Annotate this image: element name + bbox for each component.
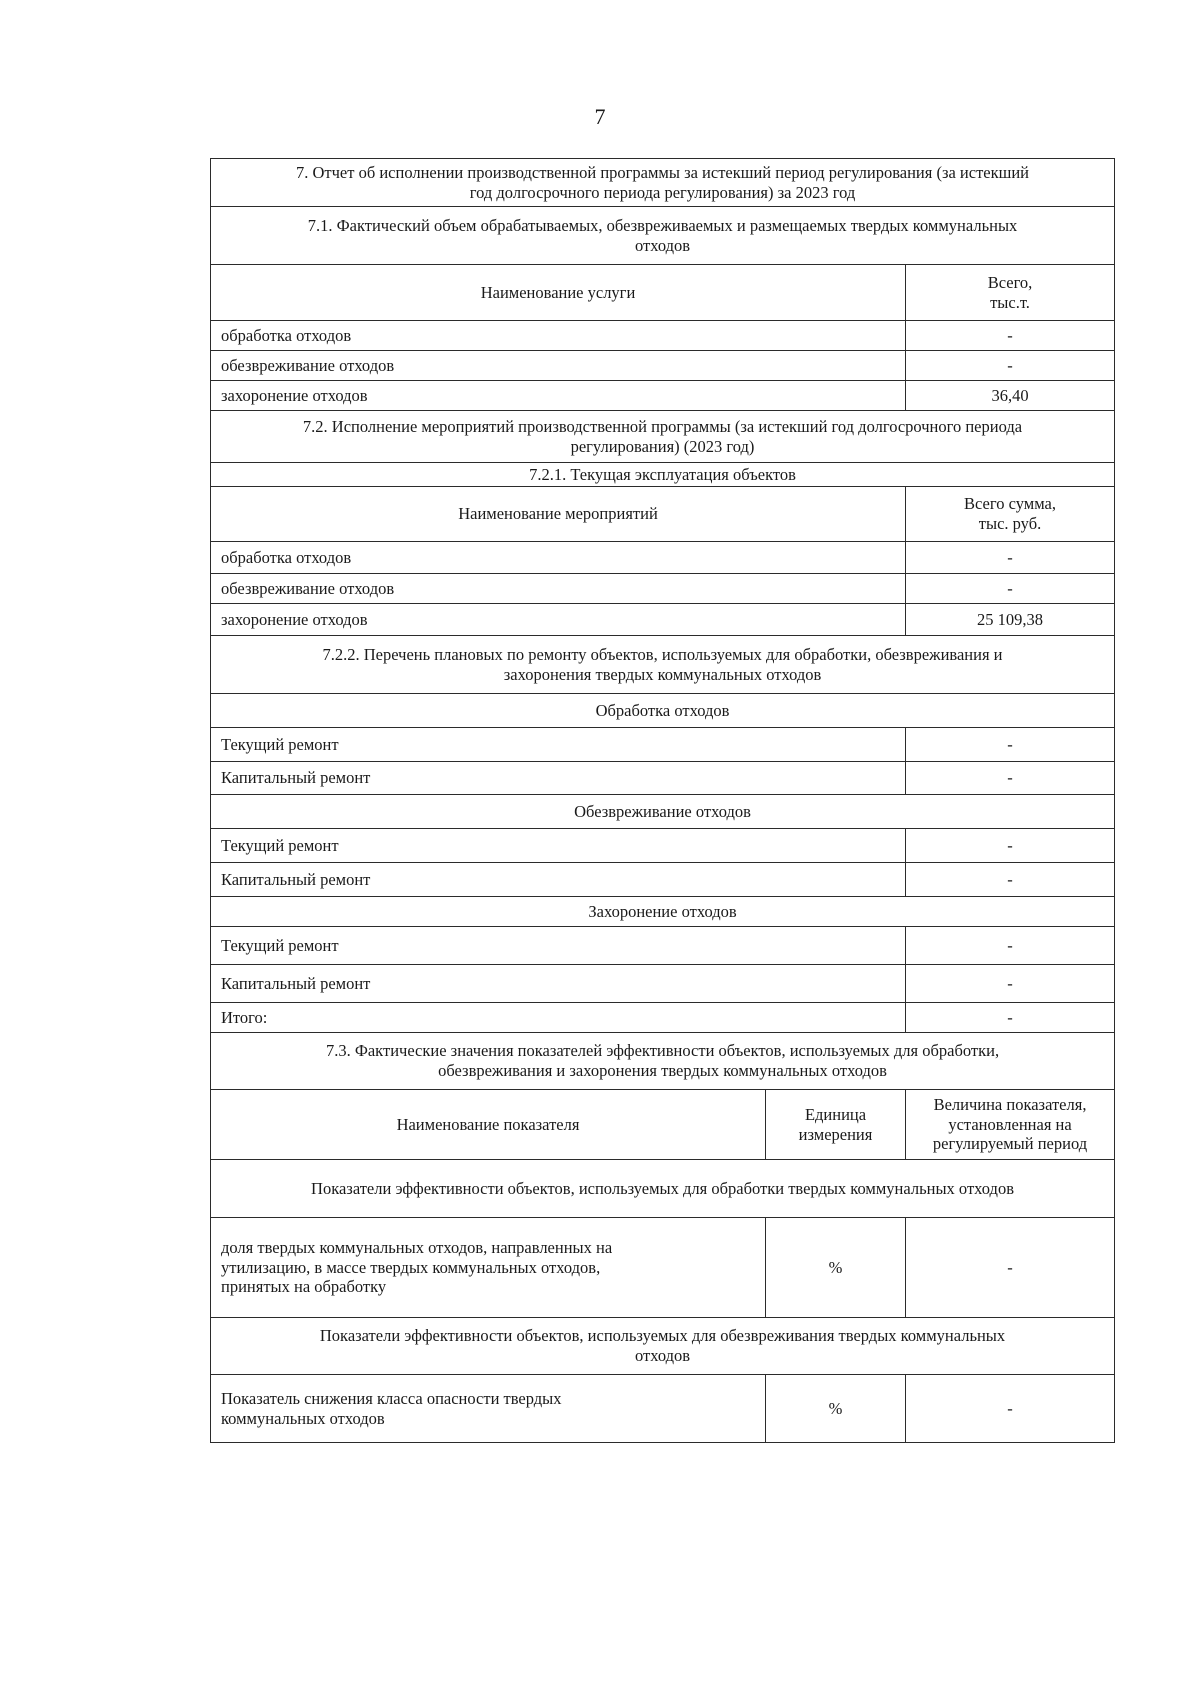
group-title: Захоронение отходов xyxy=(211,897,1115,927)
row-label: Текущий ремонт xyxy=(211,728,906,762)
row-value: 36,40 xyxy=(906,381,1115,411)
row-label: Показатель снижения класса опасности твердых коммунальных отходов xyxy=(211,1375,766,1443)
column-header-activity-name: Наименование мероприятий xyxy=(211,487,906,542)
row-label: доля твердых коммунальных отходов, направленных на утилизацию, в массе твердых коммунальных отходов, принятых на обработку xyxy=(211,1218,766,1318)
total-label: Итого: xyxy=(211,1003,906,1033)
row-value: - xyxy=(906,927,1115,965)
group-header-row xyxy=(211,897,1115,927)
group-header-row xyxy=(211,1160,1115,1218)
row-value: - xyxy=(906,574,1115,604)
group-header-row xyxy=(211,694,1115,728)
group-header-row xyxy=(211,1318,1115,1375)
row-value: - xyxy=(906,351,1115,381)
section-7-2-2-header-row xyxy=(211,636,1115,694)
table-row xyxy=(211,574,1115,604)
row-value: - xyxy=(906,863,1115,897)
section-7-2-1-header-row xyxy=(211,463,1115,487)
section-7-2-1-title: 7.2.1. Текущая эксплуатация объектов xyxy=(211,463,1115,487)
column-header-indicator-value: Величина показателя, установленная на регулируемый период xyxy=(906,1090,1115,1160)
row-value: - xyxy=(906,965,1115,1003)
section-7-3-title: 7.3. Фактические значения показателей эффективности объектов, используемых для обработки, обезвреживания и захоронения твердых коммунальных отходов xyxy=(211,1033,1115,1090)
section-7-2-1-column-headers xyxy=(211,487,1115,542)
row-value: - xyxy=(906,1218,1115,1318)
table-row xyxy=(211,965,1115,1003)
section-7-1-header-row xyxy=(211,207,1115,265)
group-title: Показатели эффективности объектов, используемых для обработки твердых коммунальных отходов xyxy=(211,1160,1115,1218)
section-7-2-title: 7.2. Исполнение мероприятий производственной программы (за истекший год долгосрочного периода регулирования) (2023 год) xyxy=(211,411,1115,463)
section-7-3-header-row xyxy=(211,1033,1115,1090)
section-7-2-header-row xyxy=(211,411,1115,463)
group-title: Показатели эффективности объектов, используемых для обезвреживания твердых коммунальных отходов xyxy=(211,1318,1115,1375)
column-header-unit: Единица измерения xyxy=(766,1090,906,1160)
table-row xyxy=(211,381,1115,411)
report-table xyxy=(210,158,1114,1443)
row-label: захоронение отходов xyxy=(211,381,906,411)
table-row xyxy=(211,542,1115,574)
row-label: Капитальный ремонт xyxy=(211,762,906,795)
column-header-total-tons: Всего, тыс.т. xyxy=(906,265,1115,321)
table-row xyxy=(211,1218,1115,1318)
row-unit: % xyxy=(766,1218,906,1318)
table-row xyxy=(211,829,1115,863)
row-value: - xyxy=(906,1375,1115,1443)
row-value: 25 109,38 xyxy=(906,604,1115,636)
column-header-service-name: Наименование услуги xyxy=(211,265,906,321)
table-row xyxy=(211,863,1115,897)
section-7-header-row xyxy=(211,159,1115,207)
row-value: - xyxy=(906,762,1115,795)
section-7-2-2-title: 7.2.2. Перечень плановых по ремонту объектов, используемых для обработки, обезвреживания и захоронения твердых коммунальных отходов xyxy=(211,636,1115,694)
row-label: Текущий ремонт xyxy=(211,927,906,965)
group-header-row xyxy=(211,795,1115,829)
section-7-title: 7. Отчет об исполнении производственной программы за истекший период регулирования (за истекший год долгосрочного периода регулирования) за 2023 год xyxy=(211,159,1115,207)
row-value: - xyxy=(906,542,1115,574)
group-title: Обезвреживание отходов xyxy=(211,795,1115,829)
row-label: Текущий ремонт xyxy=(211,829,906,863)
row-label: захоронение отходов xyxy=(211,604,906,636)
row-label: обработка отходов xyxy=(211,542,906,574)
column-header-indicator-name: Наименование показателя xyxy=(211,1090,766,1160)
row-label: обезвреживание отходов xyxy=(211,351,906,381)
row-unit: % xyxy=(766,1375,906,1443)
page-number: 7 xyxy=(594,104,606,129)
total-row xyxy=(211,1003,1115,1033)
row-label: обработка отходов xyxy=(211,321,906,351)
section-7-1-title: 7.1. Фактический объем обрабатываемых, обезвреживаемых и размещаемых твердых коммунальных отходов xyxy=(211,207,1115,265)
section-7-3-column-headers xyxy=(211,1090,1115,1160)
row-value: - xyxy=(906,728,1115,762)
table-row xyxy=(211,604,1115,636)
row-value: - xyxy=(906,321,1115,351)
table-row xyxy=(211,321,1115,351)
group-title: Обработка отходов xyxy=(211,694,1115,728)
row-label: обезвреживание отходов xyxy=(211,574,906,604)
row-label: Капитальный ремонт xyxy=(211,965,906,1003)
section-7-1-column-headers xyxy=(211,265,1115,321)
table-row xyxy=(211,762,1115,795)
table-row xyxy=(211,351,1115,381)
table-row xyxy=(211,728,1115,762)
total-value: - xyxy=(906,1003,1115,1033)
column-header-total-sum: Всего сумма, тыс. руб. xyxy=(906,487,1115,542)
table-row xyxy=(211,927,1115,965)
row-value: - xyxy=(906,829,1115,863)
table-row xyxy=(211,1375,1115,1443)
row-label: Капитальный ремонт xyxy=(211,863,906,897)
